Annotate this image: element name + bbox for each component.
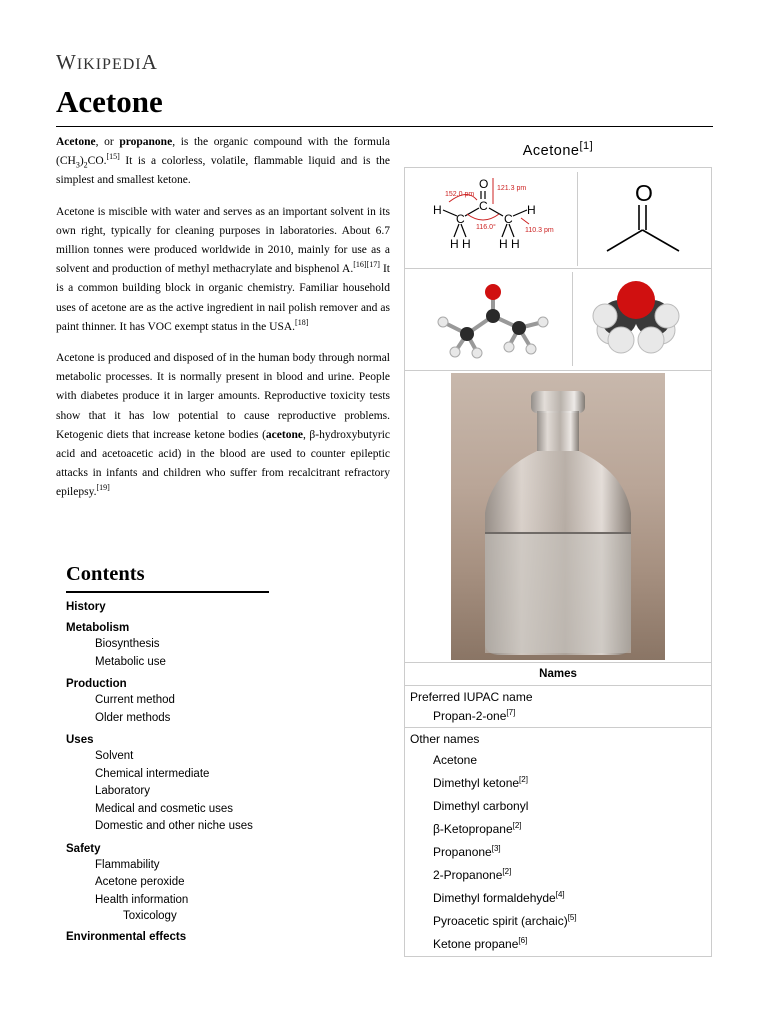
text: Acetone is produced and disposed of in the human body through normal metabolic processes. It is normally present in blood and urine. People with diabetes produce it in larger amounts. Reproductive toxicity tests show that it has low potential to cause reproductive problems. Ketogenic diets that increase ketone bodies ( — [56, 352, 390, 441]
other-name-text: Pyroacetic spirit (archaic) — [433, 914, 568, 928]
toc-item[interactable]: Laboratory — [95, 785, 150, 797]
toc-item[interactable]: Health information — [95, 893, 189, 906]
infobox-divider — [405, 370, 711, 371]
atom-label-h: H — [433, 203, 442, 217]
infobox-divider — [577, 172, 578, 266]
toc-item[interactable]: Medical and cosmetic uses — [95, 802, 234, 815]
text: Acetone is miscible with water and serves as an important solvent in its own right, typically for cleaning purposes in laboratories. About 6.7 million tonnes were produced worldwide in 2010, mainly for use as a solvent and production of methyl methacrylate and bisphenol A. — [56, 205, 390, 276]
toc-item[interactable]: Biosynthesis — [95, 638, 160, 650]
text: , or — [95, 136, 120, 148]
iupac-name-value — [433, 708, 515, 724]
iupac-name-label: Preferred IUPAC name — [410, 690, 533, 704]
space-filling-model-image[interactable] — [591, 274, 681, 362]
atom-label-c: C — [479, 199, 488, 213]
atom-label-h: H — [499, 237, 508, 251]
toc-heading: Contents — [66, 563, 145, 585]
wordmark-w: W — [56, 50, 77, 74]
lead-paragraph-2 — [56, 203, 390, 337]
wordmark-middle: IKIPEDI — [76, 56, 142, 73]
toc-item[interactable]: Current method — [95, 694, 175, 706]
wikipedia-wordmark[interactable] — [56, 50, 158, 75]
bold-acetone: Acetone — [56, 136, 96, 148]
toc-item[interactable]: History — [66, 601, 106, 613]
other-name-item — [433, 775, 528, 791]
bottle-icon — [451, 373, 665, 660]
citation-link[interactable]: [19] — [96, 483, 110, 493]
skeletal-formula-image[interactable] — [601, 180, 685, 256]
other-name-item — [433, 752, 477, 768]
citation-link[interactable]: [16][17] — [353, 260, 380, 270]
title-rule — [56, 126, 713, 127]
text: It is a common building block in organic chemistry. Familiar household uses of acetone are as the active ingredient in nail polish remover and as paint thinner. It has VOC exempt status in the USA. — [56, 263, 390, 333]
atom-label-c: C — [456, 212, 465, 226]
bond-length-label: 110.3 pm — [525, 227, 554, 234]
acetone-structure-diagram[interactable] — [429, 174, 559, 260]
citation-link[interactable]: [2] — [502, 867, 512, 876]
infobox-title-text: Acetone — [522, 143, 580, 159]
other-name-text: Dimethyl carbonyl — [433, 799, 529, 813]
toc-item[interactable]: Older methods — [95, 711, 171, 724]
citation-link[interactable]: [7] — [506, 708, 516, 717]
atom-label-h: H — [511, 237, 520, 251]
bond-length-label: 152.0 pm — [445, 191, 475, 198]
other-name-item — [433, 913, 577, 929]
other-name-text: Ketone propane — [433, 937, 519, 951]
toc-item[interactable]: Environmental effects — [66, 931, 187, 943]
other-name-text: Acetone — [433, 753, 478, 767]
bond-length-label: 121.3 pm — [497, 185, 527, 192]
text: It is a colorless, volatile, flammable liquid and is the simplest and smallest ketone. — [56, 155, 390, 187]
other-name-item — [433, 844, 501, 860]
toc-item[interactable]: Metabolism — [66, 622, 130, 634]
infobox — [404, 167, 712, 957]
page-title: Acetone — [56, 84, 163, 119]
other-name-item — [433, 890, 565, 906]
other-name-text: 2-Propanone — [433, 868, 503, 882]
citation-link[interactable]: [6] — [518, 936, 528, 945]
infobox-divider — [405, 727, 711, 728]
infobox-divider — [572, 272, 573, 366]
other-name-text: Dimethyl formaldehyde — [433, 891, 556, 905]
lead-paragraph-3 — [56, 349, 390, 503]
oxygen-label: O — [635, 180, 653, 206]
other-name-text: Dimethyl ketone — [433, 776, 520, 790]
infobox-title — [404, 140, 712, 159]
atom-label-h: H — [462, 237, 471, 251]
toc-item[interactable]: Production — [66, 678, 127, 690]
other-name-item — [433, 821, 522, 837]
infobox-divider — [405, 268, 711, 269]
toc-item[interactable]: Metabolic use — [95, 655, 166, 668]
iupac-name-text: Propan-2-one — [433, 709, 507, 723]
toc-item[interactable]: Flammability — [95, 858, 160, 871]
bold-propanone: propanone — [119, 136, 173, 148]
citation-link[interactable]: [4] — [555, 890, 565, 899]
toc-item[interactable]: Uses — [66, 734, 94, 746]
toc-item[interactable]: Chemical intermediate — [95, 767, 210, 780]
atom-label-c: C — [504, 212, 513, 226]
citation-link[interactable]: [2] — [512, 821, 522, 830]
atom-label-h: H — [527, 203, 536, 217]
bold-acetone: acetone — [265, 428, 303, 441]
bond-angle-label: 116.0° — [476, 224, 496, 231]
text: , β-hydroxybutyric acid and acetoacetic acid) in the blood are used to counter epileptic attacks in infants and children who suffer from recalcitrant refractory epilepsy. — [56, 428, 390, 499]
citation-link[interactable]: [5] — [567, 913, 577, 922]
subscript: 2 — [83, 160, 88, 170]
other-name-text: Propanone — [433, 845, 492, 859]
other-name-item — [433, 798, 528, 814]
text: , is the organic compound with the formula (CH — [56, 136, 390, 168]
lead-paragraph-1 — [56, 133, 390, 191]
text: CO. — [87, 155, 107, 168]
citation-link[interactable]: [1] — [579, 140, 594, 153]
citation-link[interactable]: [15] — [106, 152, 120, 162]
ball-and-stick-model-image[interactable] — [431, 276, 553, 362]
toc-item[interactable]: Safety — [66, 842, 101, 855]
toc-item[interactable]: Solvent — [95, 750, 134, 762]
other-name-item — [433, 867, 511, 883]
other-name-item — [433, 936, 527, 952]
atom-label-o: O — [479, 177, 489, 191]
toc-item[interactable]: Acetone peroxide — [95, 876, 185, 888]
lead-section — [56, 133, 390, 515]
wordmark-a: A — [141, 50, 158, 74]
other-names-label: Other names — [410, 732, 480, 746]
subscript: 3 — [75, 160, 80, 170]
acetone-bottle-photo[interactable] — [451, 373, 665, 660]
citation-link[interactable]: [18] — [295, 318, 309, 327]
citation-link[interactable]: [3] — [491, 844, 501, 853]
table-of-contents — [66, 560, 271, 945]
citation-link[interactable]: [2] — [519, 775, 528, 784]
atom-label-h: H — [450, 237, 459, 251]
toc-item[interactable]: Domestic and other niche uses — [95, 820, 253, 832]
names-section-header: Names — [405, 662, 711, 686]
toc-rule — [66, 591, 269, 593]
toc-list — [66, 599, 271, 945]
other-name-text: β-Ketopropane — [433, 822, 513, 836]
text: ) — [79, 155, 84, 168]
toc-item[interactable]: Toxicology — [123, 910, 177, 922]
